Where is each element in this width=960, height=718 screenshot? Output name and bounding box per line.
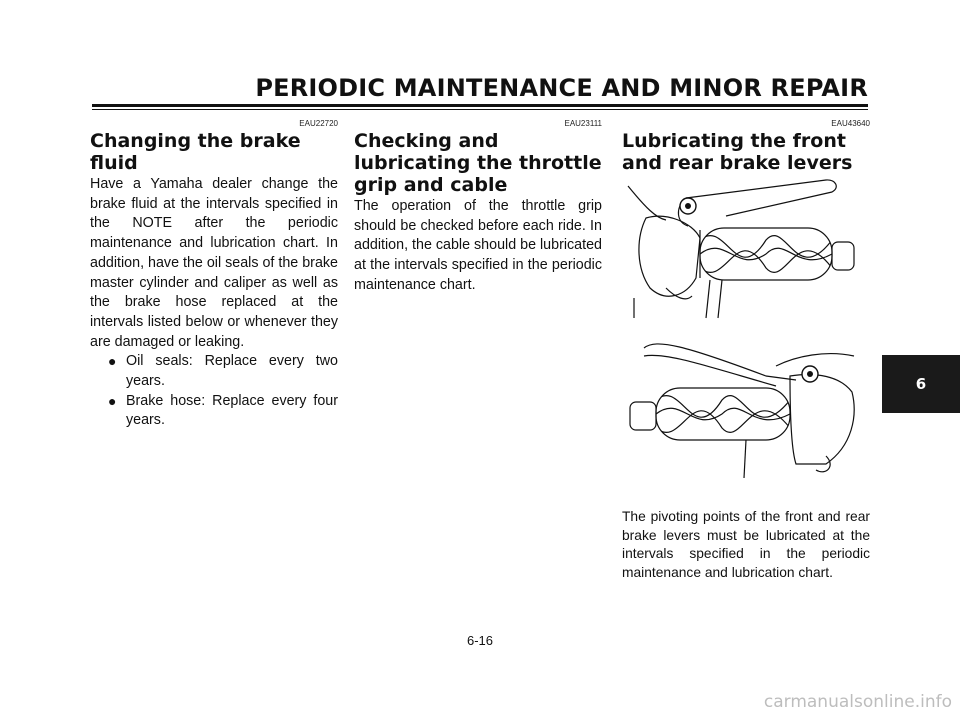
page-header-title: PERIODIC MAINTENANCE AND MINOR REPAIR bbox=[255, 74, 868, 102]
section-code: EAU43640 bbox=[831, 119, 870, 128]
section-body: Have a Yamaha dealer change the brake fluid at the intervals specified in the NOTE after the periodic maintenance and lubrication chart. In addition, have the oil seals of the brake master cylinder and caliper as well as the brake hose replaced at the intervals listed below or whenever they are damaged or leaking. bbox=[90, 176, 338, 350]
section-brake-levers bbox=[622, 118, 870, 174]
section-heading: Changing the brake fluid bbox=[90, 130, 301, 174]
section-heading: Lubricating the front and rear brake levers bbox=[622, 130, 853, 174]
header-rule-thin bbox=[92, 109, 868, 110]
chapter-tab: 6 bbox=[882, 355, 960, 413]
watermark: carmanualsonline.info bbox=[763, 692, 952, 712]
bullet-icon: ● bbox=[108, 353, 117, 370]
front-lever-illustration bbox=[626, 178, 858, 323]
bullet-icon: ● bbox=[108, 392, 117, 409]
rear-lever-illustration bbox=[626, 336, 858, 481]
page-number: 6-16 bbox=[466, 633, 494, 648]
section-code: EAU23111 bbox=[564, 119, 602, 128]
levers-body: The pivoting points of the front and rear brake levers must be lubricated at the intervals specified in the periodic maintenance and lubrication chart. bbox=[622, 509, 870, 580]
bullet-item: ● Oil seals: Replace every two years. bbox=[108, 353, 338, 390]
bullet-item: ● Brake hose: Replace every four years. bbox=[108, 392, 338, 429]
section-heading: Checking and lubricating the throttle grip and cable bbox=[354, 130, 602, 196]
section-code: EAU22720 bbox=[299, 119, 338, 128]
section-throttle bbox=[354, 118, 602, 296]
bullet-list bbox=[90, 352, 338, 431]
section-brake-fluid bbox=[90, 118, 338, 431]
section-body: The operation of the throttle grip should be checked before each ride. In addition, the cable should be lubricated at the intervals specified in the periodic maintenance chart. bbox=[354, 198, 602, 293]
header-rule-thick bbox=[92, 104, 868, 107]
